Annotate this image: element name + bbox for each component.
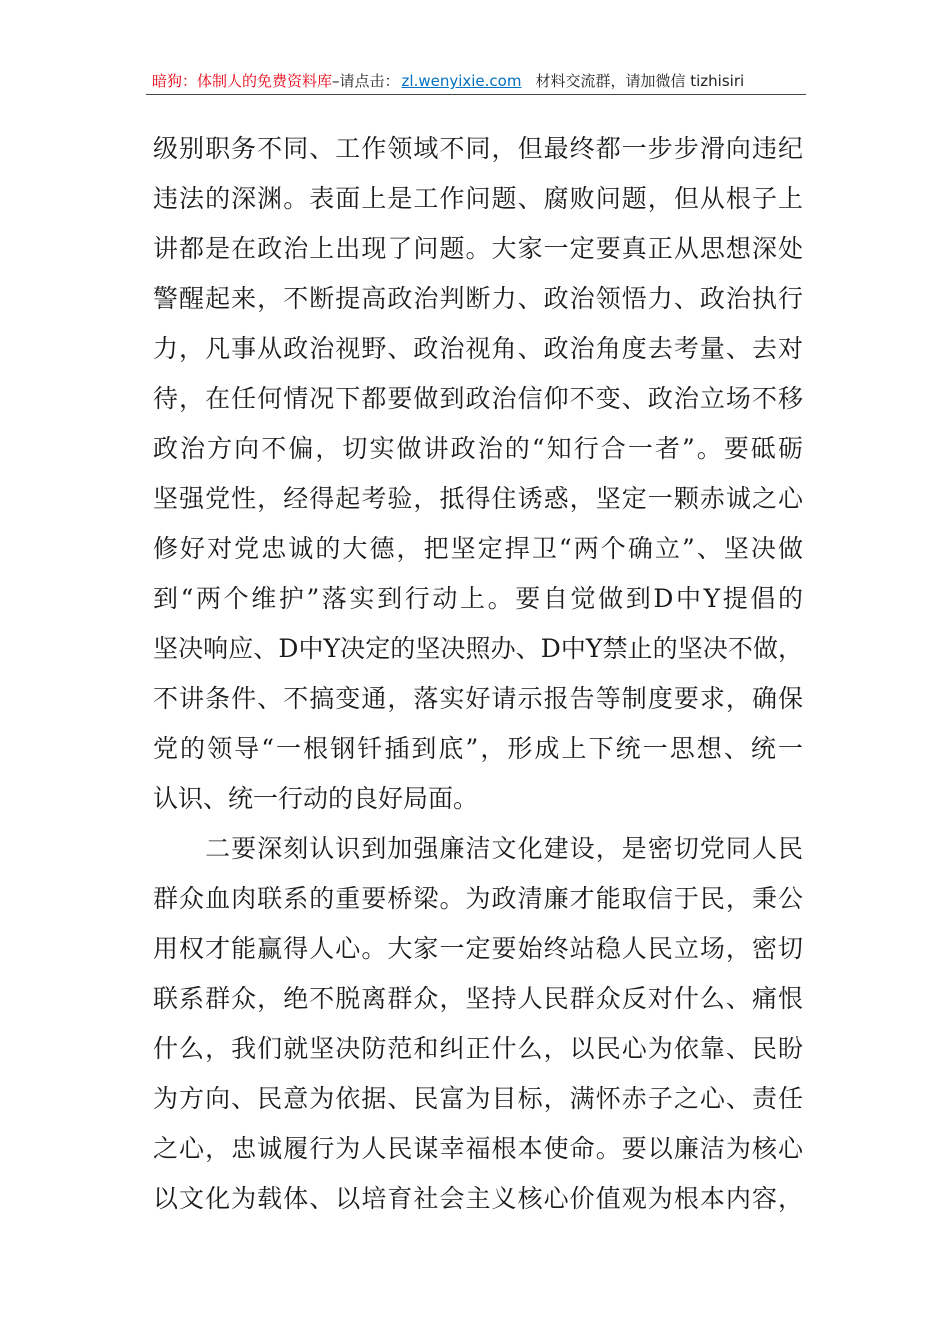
text-line: 到“两个维护”落实到行动上。要自觉做到D中Y提倡的 xyxy=(153,584,803,613)
text-line: 讲都是在政治上出现了问题。大家一定要真正从思想深处 xyxy=(153,234,803,263)
header-prompt: –请点击： xyxy=(332,72,400,90)
header-contact: 材料交流群，请加微信 tizhisiri xyxy=(535,72,745,90)
paragraph-end-line: 认识、统一行动的良好局面。 xyxy=(153,784,479,813)
header-link[interactable]: zl.wenyixie.com xyxy=(401,72,522,90)
text-line: 警醒起来，不断提高政治判断力、政治领悟力、政治执行 xyxy=(153,284,803,313)
text-line: 力，凡事从政治视野、政治视角、政治角度去考量、去对 xyxy=(153,334,803,363)
text-line: 修好对党忠诚的大德，把坚定捍卫“两个确立”、坚决做 xyxy=(153,534,803,563)
page-header xyxy=(146,60,806,95)
text-line: 违法的深渊。表面上是工作问题、腐败问题，但从根子上 xyxy=(153,184,803,213)
text-line: 不讲条件、不搞变通，落实好请示报告等制度要求，确保 xyxy=(153,684,803,713)
text-line: 以文化为载体、以培育社会主义核心价值观为根本内容， xyxy=(153,1184,803,1213)
text-line: 坚强党性，经得起考验，抵得住诱惑，坚定一颗赤诚之心 xyxy=(153,484,803,513)
header-brand: 暗狗：体制人的免费资料库 xyxy=(152,72,333,90)
text-line: 之心，忠诚履行为人民谋幸福根本使命。要以廉洁为核心 xyxy=(153,1134,803,1163)
text-line: 党的领导“一根钢钎插到底”，形成上下统一思想、统一 xyxy=(153,734,803,763)
text-line: 群众血肉联系的重要桥梁。为政清廉才能取信于民，秉公 xyxy=(153,884,803,913)
paragraph-start-line: 二要深刻认识到加强廉洁文化建设，是密切党同人民 xyxy=(153,834,803,863)
text-line: 级别职务不同、工作领域不同，但最终都一步步滑向违纪 xyxy=(153,134,803,163)
text-line: 为方向、民意为依据、民富为目标，满怀赤子之心、责任 xyxy=(153,1084,803,1113)
text-line: 用权才能赢得人心。大家一定要始终站稳人民立场，密切 xyxy=(153,934,803,963)
text-line: 什么，我们就坚决防范和纠正什么，以民心为依靠、民盼 xyxy=(153,1034,803,1063)
text-line: 待，在任何情况下都要做到政治信仰不变、政治立场不移 xyxy=(153,384,803,413)
header-line xyxy=(152,70,744,91)
document-body xyxy=(153,124,803,1224)
text-line: 联系群众，绝不脱离群众，坚持人民群众反对什么、痛恨 xyxy=(153,984,803,1013)
text-line: 坚决响应、D中Y决定的坚决照办、D中Y禁止的坚决不做， xyxy=(153,634,803,663)
text-line: 政治方向不偏，切实做讲政治的“知行合一者”。要砥砺 xyxy=(153,434,803,463)
